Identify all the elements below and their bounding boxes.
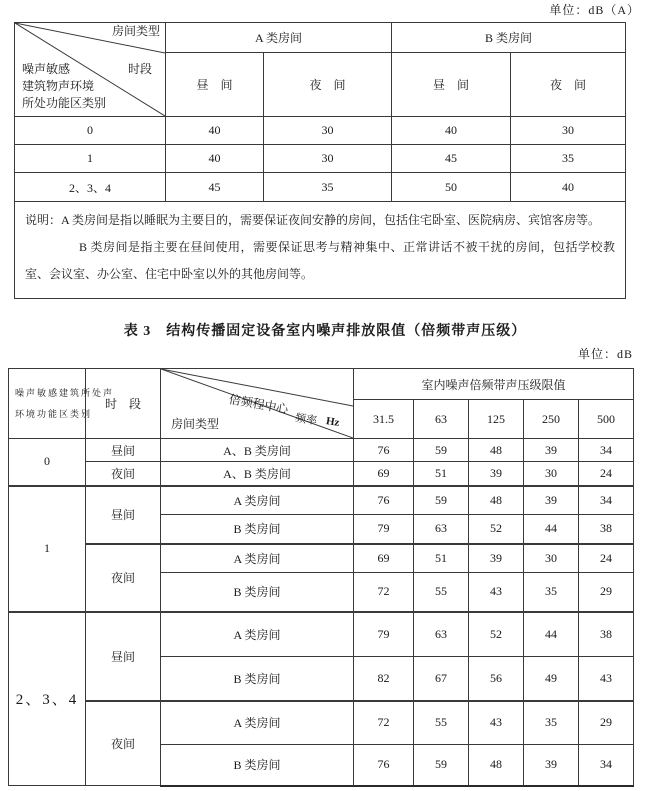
room-cell: B 类房间 xyxy=(161,573,354,612)
value-cell: 79 xyxy=(354,612,414,657)
value-cell: 24 xyxy=(579,462,634,486)
zone-cell: 2、3、4 xyxy=(9,612,86,786)
table-row xyxy=(15,202,626,299)
subcol-a-day: 昼 间 xyxy=(166,53,264,117)
value-cell: 51 xyxy=(414,544,469,573)
zone-cell: 1 xyxy=(15,145,166,173)
value-cell: 69 xyxy=(354,544,414,573)
freq-col-250: 250 xyxy=(524,400,579,439)
value-cell: 35 xyxy=(524,573,579,612)
subcol-a-night: 夜 间 xyxy=(264,53,392,117)
value-cell: 49 xyxy=(524,657,579,701)
table-row xyxy=(9,369,634,400)
unit-label-db: 单位：dB xyxy=(577,347,633,361)
table-row xyxy=(9,486,634,515)
value-cell: 40 xyxy=(166,145,264,173)
corner-zone-label-2: 建筑物声环境 xyxy=(22,79,95,93)
table-row xyxy=(15,173,626,202)
freq-col-31-5: 31.5 xyxy=(354,400,414,439)
value-cell: 55 xyxy=(414,701,469,745)
value-cell: 39 xyxy=(524,745,579,786)
value-cell: 39 xyxy=(524,439,579,462)
value-cell: 39 xyxy=(469,544,524,573)
value-cell: 34 xyxy=(579,745,634,786)
room-cell: A 类房间 xyxy=(161,544,354,573)
diagonal-header-cell xyxy=(161,369,354,439)
room-type-label: 房间类型 xyxy=(171,417,220,431)
value-cell: 55 xyxy=(414,573,469,612)
zone-header-cell xyxy=(9,369,115,439)
corner-zone-label-1: 噪声敏感 xyxy=(22,62,71,76)
period-cell: 夜间 xyxy=(86,701,161,786)
value-cell: 45 xyxy=(166,173,264,202)
room-cell: B 类房间 xyxy=(161,745,354,786)
frequency-unit-label: Hz xyxy=(324,415,340,430)
freq-col-63: 63 xyxy=(414,400,469,439)
value-cell: 43 xyxy=(469,573,524,612)
value-cell: 63 xyxy=(414,612,469,657)
value-cell: 30 xyxy=(524,462,579,486)
value-cell: 79 xyxy=(354,515,414,544)
diagonal-header xyxy=(161,369,353,438)
unit-label-dba: 单位：dB（A） xyxy=(549,3,640,17)
value-cell: 52 xyxy=(469,515,524,544)
value-cell: 82 xyxy=(354,657,414,701)
room-cell: B 类房间 xyxy=(161,515,354,544)
table-row xyxy=(15,117,626,145)
room-cell: A、B 类房间 xyxy=(161,439,354,462)
value-cell: 44 xyxy=(524,612,579,657)
value-cell: 59 xyxy=(414,486,469,515)
zone-cell: 0 xyxy=(15,117,166,145)
value-cell: 30 xyxy=(264,117,392,145)
value-cell: 52 xyxy=(469,612,524,657)
period-cell: 夜间 xyxy=(86,462,161,486)
period-cell: 昼间 xyxy=(86,612,161,701)
value-cell: 48 xyxy=(469,486,524,515)
notes-cell xyxy=(15,202,626,299)
value-cell: 59 xyxy=(414,745,469,786)
period-cell: 昼间 xyxy=(86,486,161,544)
value-cell: 40 xyxy=(166,117,264,145)
value-cell: 39 xyxy=(469,462,524,486)
value-cell: 69 xyxy=(354,462,414,486)
value-cell: 43 xyxy=(579,657,634,701)
subcol-b-night: 夜 间 xyxy=(511,53,626,117)
value-cell: 29 xyxy=(579,701,634,745)
freq-col-125: 125 xyxy=(469,400,524,439)
zone-cell: 1 xyxy=(9,486,86,612)
octave-band-limit-table xyxy=(8,368,634,787)
room-cell: A 类房间 xyxy=(161,701,354,745)
note-paragraph-2: B 类房间是指主要在昼间使用，需要保证思考与精神集中、正常讲话不被干扰的房间，包括学校教室、会议室、办公室、住宅中卧室以外的其他房间等。 xyxy=(25,240,616,281)
value-cell: 67 xyxy=(414,657,469,701)
value-cell: 35 xyxy=(264,173,392,202)
value-cell: 29 xyxy=(579,573,634,612)
room-cell: A 类房间 xyxy=(161,486,354,515)
value-cell: 48 xyxy=(469,745,524,786)
subcol-b-day: 昼 间 xyxy=(392,53,511,117)
value-cell: 48 xyxy=(469,439,524,462)
limits-header-cell: 室内噪声倍频带声压级限值 xyxy=(354,369,634,400)
zone-header-line-1: 噪声敏感建筑所处声 xyxy=(15,387,115,398)
value-cell: 35 xyxy=(524,701,579,745)
value-cell: 39 xyxy=(524,486,579,515)
note-paragraph-1: 说明：A 类房间是指以睡眠为主要目的，需要保证夜间安静的房间，包括住宅卧室、医院病房、宾馆客房等。 xyxy=(25,213,601,227)
value-cell: 72 xyxy=(354,701,414,745)
zone-header-line-2: 环境功能区类别 xyxy=(15,408,93,419)
value-cell: 50 xyxy=(392,173,511,202)
value-cell: 34 xyxy=(579,439,634,462)
value-cell: 38 xyxy=(579,515,634,544)
value-cell: 72 xyxy=(354,573,414,612)
value-cell: 45 xyxy=(392,145,511,173)
zone-cell: 2、3、4 xyxy=(15,173,166,202)
room-cell: A、B 类房间 xyxy=(161,462,354,486)
value-cell: 43 xyxy=(469,701,524,745)
frequency-label: 频率 xyxy=(294,412,318,428)
col-group-a-rooms: A 类房间 xyxy=(166,23,392,53)
value-cell: 30 xyxy=(524,544,579,573)
value-cell: 30 xyxy=(264,145,392,173)
freq-col-500: 500 xyxy=(579,400,634,439)
table3-title: 表 3 结构传播固定设备室内噪声排放限值（倍频带声压级） xyxy=(123,324,527,339)
period-header-cell: 时 段 xyxy=(86,369,161,439)
table-row xyxy=(9,701,634,745)
room-noise-limit-table xyxy=(14,22,626,299)
corner-zone-label-3: 所处功能区类别 xyxy=(22,96,107,110)
table-row xyxy=(9,612,634,657)
period-cell: 昼间 xyxy=(86,439,161,462)
value-cell: 35 xyxy=(511,145,626,173)
value-cell: 59 xyxy=(414,439,469,462)
octave-center-label: 倍频程中心 xyxy=(227,392,290,417)
table-row xyxy=(9,544,634,573)
value-cell: 38 xyxy=(579,612,634,657)
value-cell: 76 xyxy=(354,745,414,786)
value-cell: 40 xyxy=(511,173,626,202)
value-cell: 44 xyxy=(524,515,579,544)
diagonal-header xyxy=(15,23,165,116)
room-cell: B 类房间 xyxy=(161,657,354,701)
corner-period-label: 时段 xyxy=(127,62,152,76)
table-row xyxy=(9,439,634,462)
value-cell: 24 xyxy=(579,544,634,573)
room-cell: A 类房间 xyxy=(161,612,354,657)
table-row xyxy=(15,23,626,53)
corner-room-type-label: 房间类型 xyxy=(111,24,160,38)
col-group-b-rooms: B 类房间 xyxy=(392,23,626,53)
value-cell: 76 xyxy=(354,439,414,462)
value-cell: 30 xyxy=(511,117,626,145)
value-cell: 40 xyxy=(392,117,511,145)
value-cell: 63 xyxy=(414,515,469,544)
value-cell: 51 xyxy=(414,462,469,486)
value-cell: 76 xyxy=(354,486,414,515)
diagonal-header-cell xyxy=(15,23,166,117)
value-cell: 34 xyxy=(579,486,634,515)
value-cell: 56 xyxy=(469,657,524,701)
table-row xyxy=(15,145,626,173)
table-row xyxy=(9,462,634,486)
period-cell: 夜间 xyxy=(86,544,161,612)
zone-cell: 0 xyxy=(9,439,86,486)
